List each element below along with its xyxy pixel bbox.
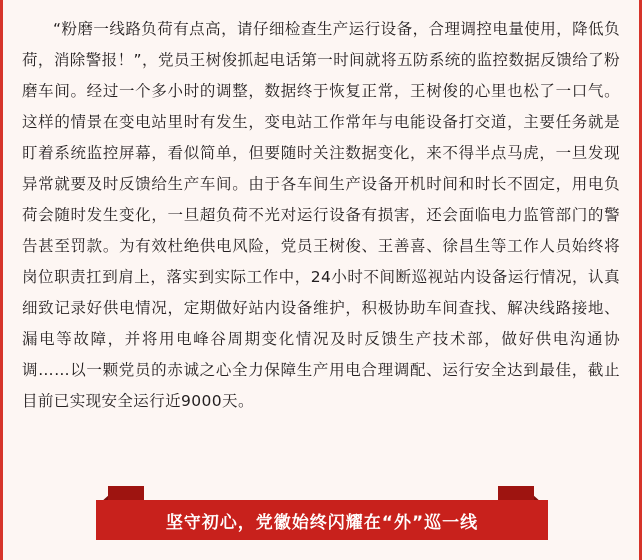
banner-bar bbox=[96, 500, 548, 540]
left-border-rule bbox=[0, 0, 3, 560]
ribbon-banner bbox=[0, 486, 642, 560]
article-body-paragraph: “粉磨一线路负荷有点高，请仔细检查生产运行设备，合理调控电量使用，降低负荷，消除警报！”，党员王树俊抓起电话第一时间就将五防系统的监控数据反馈给了粉磨车间。经过一个多小时的调整，数据终于恢复正常，王树俊的心里也松了一口气。这样的情景在变电站里时有发生，变电站工作常年与电能设备打交道，主要任务就是盯着系统监控屏幕，看似简单，但要随时关注数据变化，来不得半点马虎，一旦发现异常就要及时反馈给生产车间。由于各车间生产设备开机时间和时长不固定，用电负荷会随时发生变化，一旦超负荷不光对运行设备有损害，还会面临电力监管部门的警告甚至罚款。为有效杜绝供电风险，党员王树俊、王善喜、徐昌生等工作人员始终将岗位职责扛到肩上，落实到实际工作中，24小时不间断巡视站内设备运行情况，认真细致记录好供电情况，定期做好站内设备维护，积极协助车间查找、解决线路接地、漏电等故障，并将用电峰谷周期变化情况及时反馈生产技术部，做好供电沟通协调……以一颗党员的赤诚之心全力保障生产用电合理调配、运行安全达到最佳，截止目前已实现安全运行近9000天。 bbox=[22, 20, 620, 410]
banner-title: 坚守初心，党徽始终闪耀在“外”巡一线 bbox=[165, 512, 479, 533]
